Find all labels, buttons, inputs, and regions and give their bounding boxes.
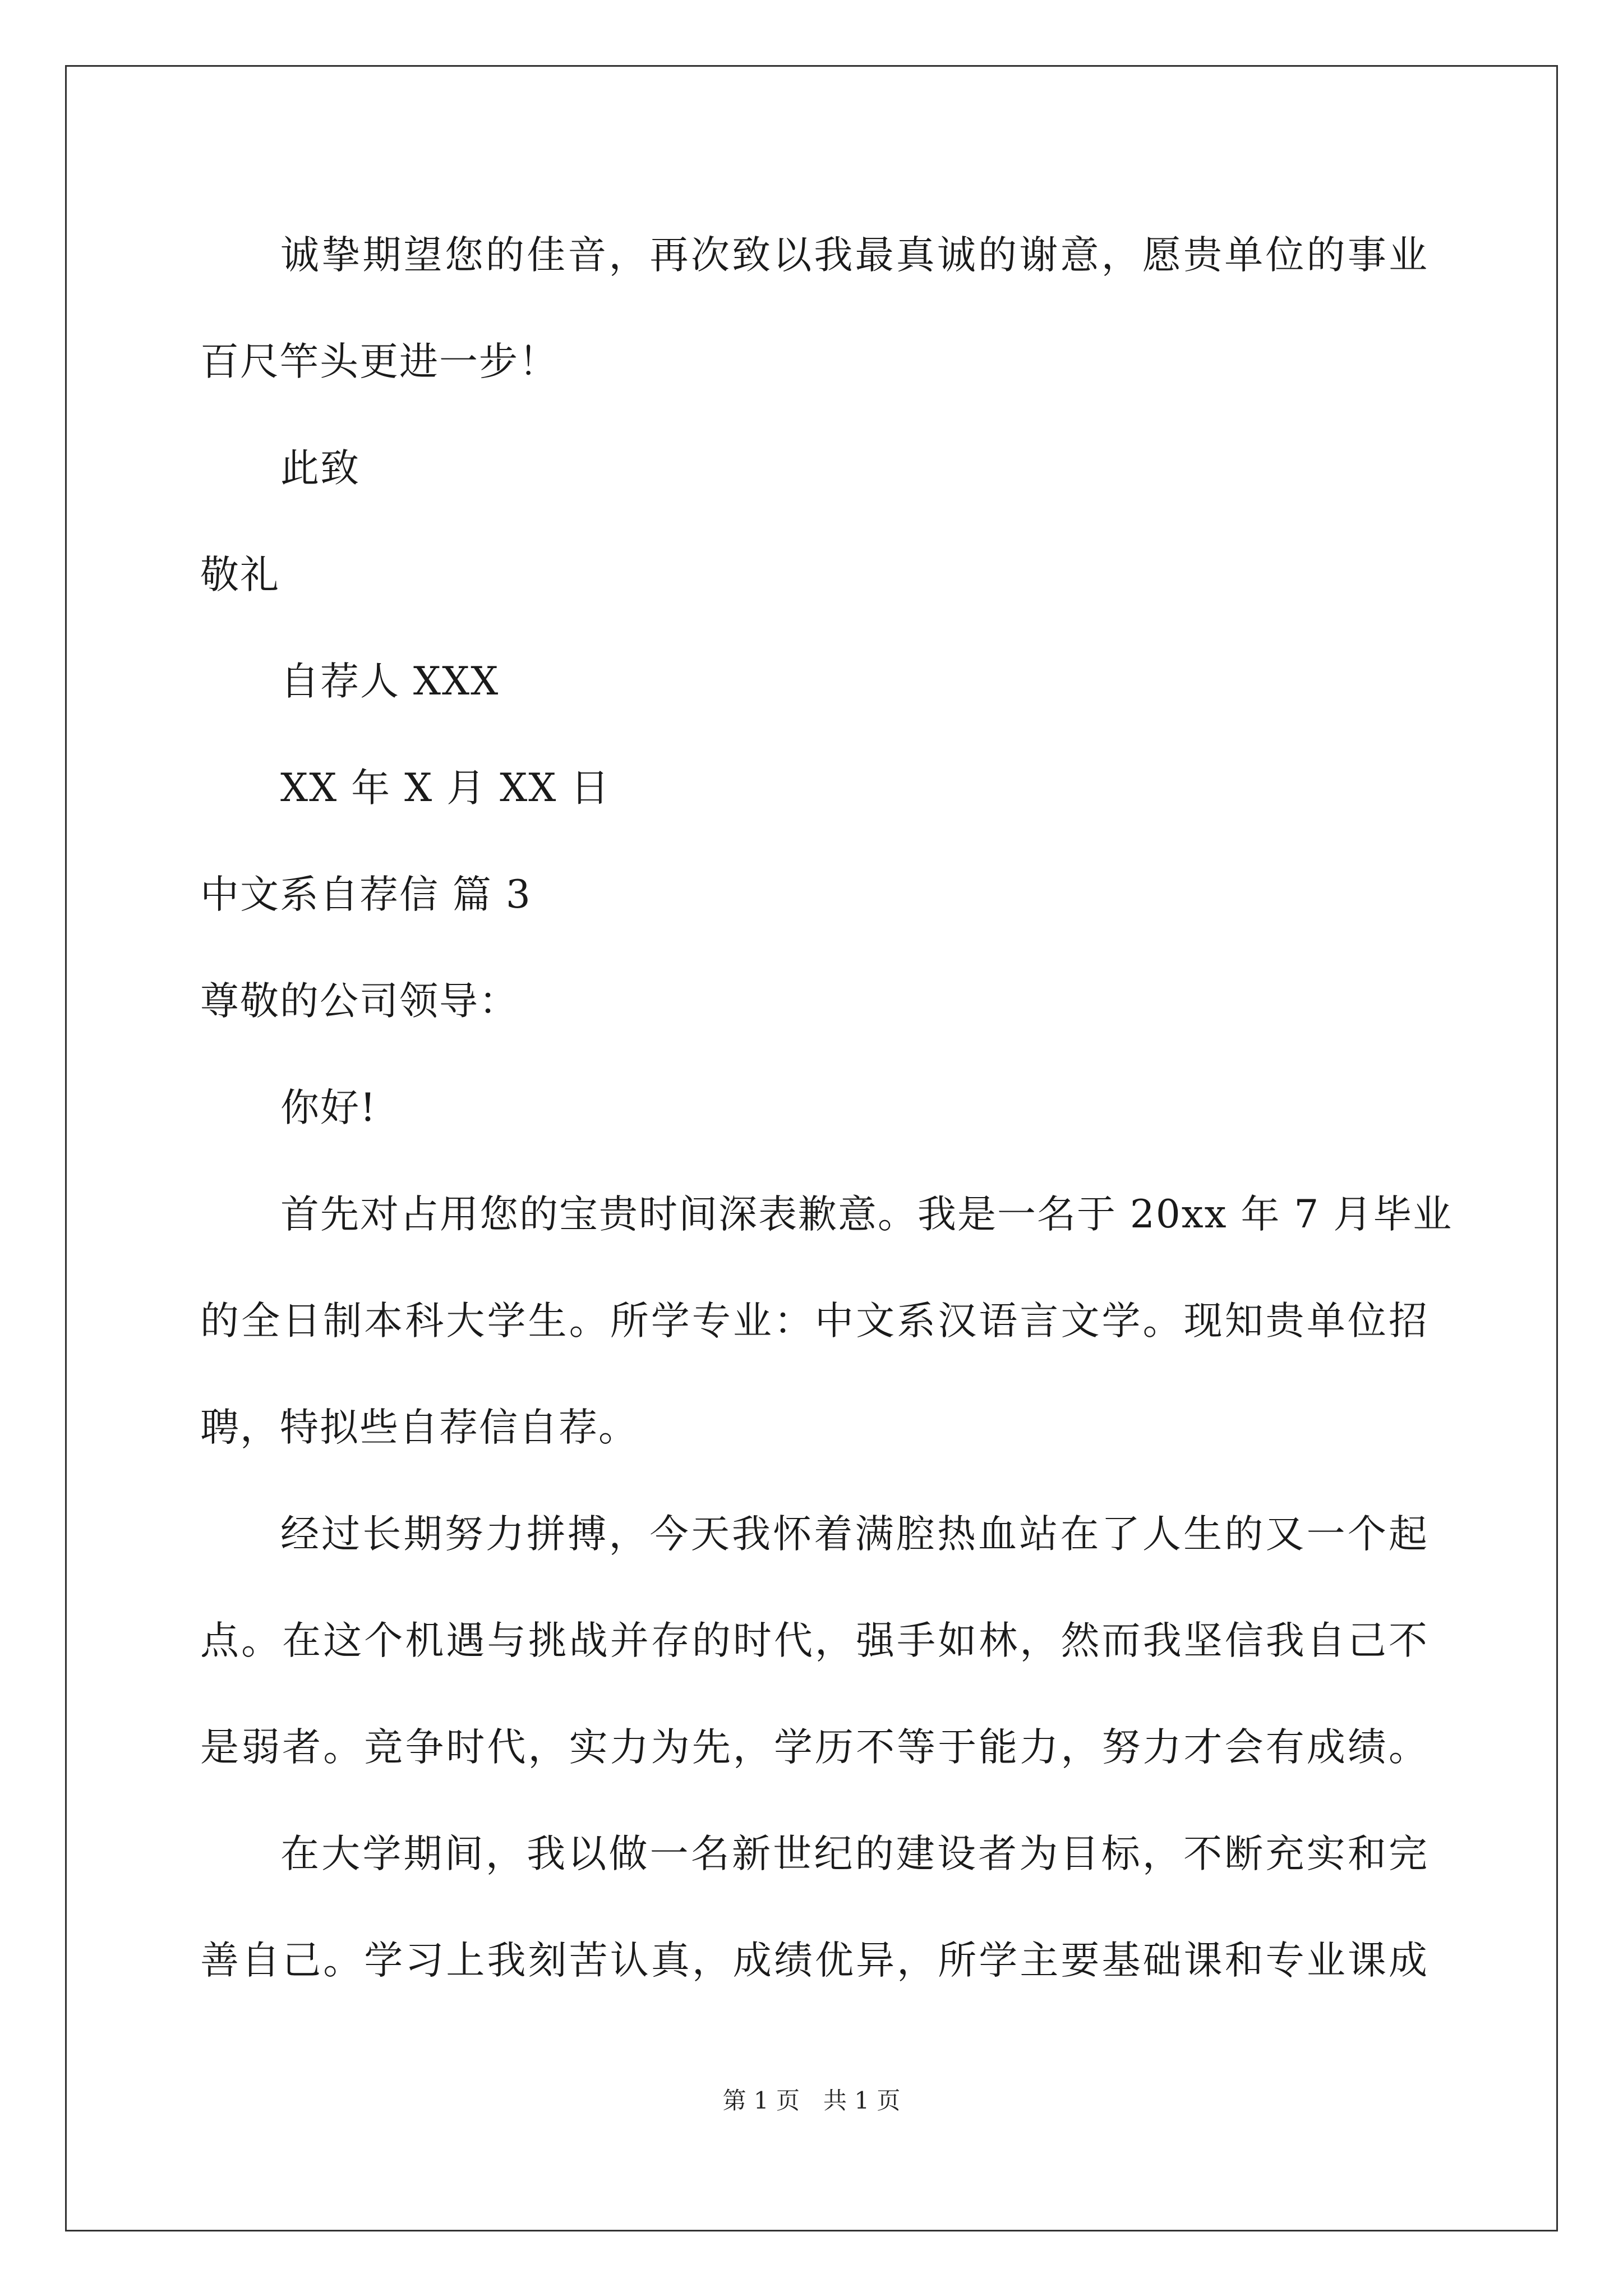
text-line-paragraph1-2: 的全日制本科大学生。所学专业：中文系汉语言文学。现知贵单位招 xyxy=(200,1299,1428,1343)
text-line-regards: 敬礼 xyxy=(200,553,280,597)
text-line-paragraph2-3: 是弱者。竞争时代，实力为先，学历不等于能力，努力才会有成绩。 xyxy=(200,1725,1428,1770)
text-line-signature: 自荐人 XXX xyxy=(280,659,500,704)
page-border xyxy=(65,65,1558,2231)
text-line-paragraph1-1: 首先对占用您的宝贵时间深表歉意。我是一名于 20xx 年 7 月毕业 xyxy=(280,1192,1453,1237)
text-line-paragraph3-1: 在大学期间，我以做一名新世纪的建设者为目标，不断充实和完 xyxy=(280,1832,1428,1876)
text-line-closing-wish-end: 百尺竿头更进一步！ xyxy=(200,339,559,384)
text-line-paragraph2-1: 经过长期努力拼搏，今天我怀着满腔热血站在了人生的又一个起 xyxy=(280,1512,1428,1557)
text-line-closing-wish: 诚挚期望您的佳音，再次致以我最真诚的谢意，愿贵单位的事业 xyxy=(280,233,1428,278)
text-line-paragraph2-2: 点。在这个机遇与挑战并存的时代，强手如林，然而我坚信我自己不 xyxy=(200,1618,1428,1663)
text-line-hello: 你好! xyxy=(280,1085,377,1130)
text-line-date: XX 年 X 月 XX 日 xyxy=(280,766,611,811)
text-line-paragraph1-3: 聘，特拟些自荐信自荐。 xyxy=(200,1405,638,1450)
text-line-paragraph3-2: 善自己。学习上我刻苦认真，成绩优异，所学主要基础课和专业课成 xyxy=(200,1938,1428,1983)
text-line-greeting: 尊敬的公司领导： xyxy=(200,979,519,1024)
section-heading: 中文系自荐信 篇 3 xyxy=(200,872,532,917)
text-line-salutation: 此致 xyxy=(280,446,360,491)
page-footer: 第 1 页 共 1 页 xyxy=(722,2087,901,2114)
